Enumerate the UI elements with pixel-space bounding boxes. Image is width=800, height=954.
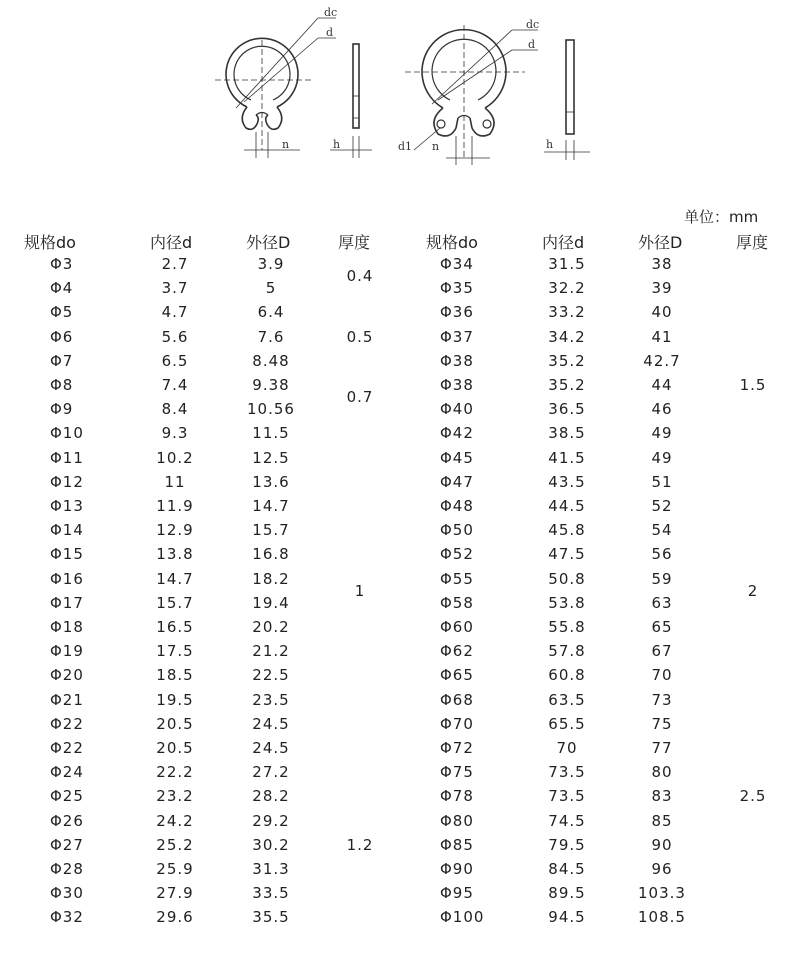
- inner-diameter-cell: 36.5: [548, 400, 586, 419]
- inner-diameter-cell: 7.4: [161, 376, 189, 394]
- inner-diameter-cell: 16.5: [156, 618, 194, 636]
- outer-diameter-cell: 5: [265, 279, 277, 298]
- spec-cell: Φ16: [50, 569, 84, 588]
- inner-diameter-cell: 25.9: [156, 860, 194, 878]
- inner-diameter-cell: 34.2: [548, 327, 586, 346]
- outer-diameter-cell: 15.7: [252, 521, 290, 540]
- spec-cell: Φ70: [440, 714, 474, 733]
- label-h-right: h: [546, 138, 554, 151]
- outer-diameter-cell: 7.6: [257, 327, 285, 346]
- spec-cell: Φ18: [50, 618, 84, 636]
- inner-diameter-cell: 73.5: [548, 787, 586, 806]
- header-spec-left: 规格do: [24, 233, 76, 252]
- outer-diameter-cell: 90: [651, 835, 673, 854]
- spec-cell: Φ27: [50, 835, 84, 854]
- inner-diameter-cell: 53.8: [548, 593, 586, 612]
- spec-cell: Φ50: [440, 521, 474, 540]
- outer-diameter-cell: 24.5: [252, 714, 290, 733]
- spec-cell: Φ95: [440, 884, 474, 903]
- inner-diameter-cell: 17.5: [156, 642, 194, 661]
- outer-diameter-cell: 39: [651, 279, 673, 298]
- outer-diameter-cell: 63: [651, 593, 673, 612]
- spec-cell: Φ55: [440, 569, 474, 588]
- outer-diameter-cell: 44: [651, 376, 673, 394]
- inner-diameter-cell: 12.9: [156, 521, 194, 540]
- spec-cell: Φ22: [50, 739, 84, 757]
- inner-diameter-cell: 14.7: [156, 569, 194, 588]
- inner-diameter-cell: 38.5: [548, 424, 586, 443]
- spec-cell: Φ21: [50, 690, 84, 709]
- header-thickness-right: 厚度: [736, 233, 769, 252]
- outer-diameter-cell: 108.5: [638, 908, 686, 927]
- thickness-cell: 1.5: [739, 376, 767, 394]
- spec-cell: Φ5: [50, 303, 74, 322]
- outer-diameter-cell: 46: [651, 400, 673, 419]
- inner-diameter-cell: 11: [164, 472, 186, 491]
- spec-cell: Φ58: [440, 593, 474, 612]
- outer-diameter-cell: 59: [651, 569, 673, 588]
- inner-diameter-cell: 15.7: [156, 593, 194, 612]
- outer-diameter-cell: 77: [651, 739, 673, 757]
- thickness-cell: 0.4: [346, 267, 374, 286]
- inner-diameter-cell: 9.3: [161, 424, 189, 443]
- outer-diameter-cell: 18.2: [252, 569, 290, 588]
- header-outer-right: 外径D: [638, 233, 683, 252]
- spec-cell: Φ75: [440, 763, 474, 782]
- inner-diameter-cell: 18.5: [156, 666, 194, 685]
- thickness-cell: 0.5: [346, 327, 374, 346]
- spec-cell: Φ9: [50, 400, 74, 419]
- inner-diameter-cell: 41.5: [548, 448, 586, 467]
- spec-cell: Φ48: [440, 497, 474, 515]
- inner-diameter-cell: 20.5: [156, 714, 194, 733]
- outer-diameter-cell: 22.5: [252, 666, 290, 685]
- spec-cell: Φ78: [440, 787, 474, 806]
- spec-cell: Φ17: [50, 593, 84, 612]
- outer-diameter-cell: 38: [651, 255, 673, 273]
- thickness-cell: 1: [354, 581, 366, 600]
- outer-diameter-cell: 33.5: [252, 884, 290, 903]
- outer-diameter-cell: 28.2: [252, 787, 290, 806]
- outer-diameter-cell: 83: [651, 787, 673, 806]
- inner-diameter-cell: 60.8: [548, 666, 586, 685]
- label-h: h: [333, 138, 341, 151]
- spec-cell: Φ85: [440, 835, 474, 854]
- inner-diameter-cell: 33.2: [548, 303, 586, 322]
- spec-cell: Φ25: [50, 787, 84, 806]
- outer-diameter-cell: 20.2: [252, 618, 290, 636]
- inner-diameter-cell: 25.2: [156, 835, 194, 854]
- spec-cell: Φ62: [440, 642, 474, 661]
- outer-diameter-cell: 12.5: [252, 448, 290, 467]
- outer-diameter-cell: 54: [651, 521, 673, 540]
- thickness-cell: 2.5: [739, 787, 767, 806]
- inner-diameter-cell: 10.2: [156, 448, 194, 467]
- spec-cell: Φ20: [50, 666, 84, 685]
- inner-diameter-cell: 13.8: [156, 545, 194, 564]
- outer-diameter-cell: 73: [651, 690, 673, 709]
- outer-diameter-cell: 80: [651, 763, 673, 782]
- outer-diameter-cell: 52: [651, 497, 673, 515]
- inner-diameter-cell: 89.5: [548, 884, 586, 903]
- spec-cell: Φ14: [50, 521, 84, 540]
- label-d-right: d: [528, 38, 536, 51]
- outer-diameter-cell: 40: [651, 303, 673, 322]
- spec-cell: Φ24: [50, 763, 84, 782]
- inner-diameter-cell: 44.5: [548, 497, 586, 515]
- label-d: d: [326, 26, 334, 39]
- spec-cell: Φ37: [440, 327, 474, 346]
- outer-diameter-cell: 42.7: [643, 351, 681, 370]
- outer-diameter-cell: 29.2: [252, 811, 290, 830]
- spec-cell: Φ3: [50, 255, 74, 273]
- thickness-cell: 1.2: [346, 835, 374, 854]
- thickness-cell: 0.7: [346, 388, 374, 407]
- outer-diameter-cell: 30.2: [252, 835, 290, 854]
- spec-cell: Φ13: [50, 497, 84, 515]
- spec-cell: Φ90: [440, 860, 474, 878]
- outer-diameter-cell: 14.7: [252, 497, 290, 515]
- spec-cell: Φ15: [50, 545, 84, 564]
- inner-diameter-cell: 45.8: [548, 521, 586, 540]
- outer-diameter-cell: 96: [651, 860, 673, 878]
- label-dc-right: dc: [526, 18, 540, 31]
- thickness-cell: 2: [747, 581, 759, 600]
- label-dc: dc: [324, 6, 338, 19]
- header-inner-left: 内径d: [150, 233, 193, 252]
- label-d1: d1: [398, 140, 413, 153]
- spec-cell: Φ12: [50, 472, 84, 491]
- spec-cell: Φ47: [440, 472, 474, 491]
- outer-diameter-cell: 16.8: [252, 545, 290, 564]
- label-n: n: [282, 138, 290, 151]
- spec-cell: Φ4: [50, 279, 74, 298]
- outer-diameter-cell: 31.3: [252, 860, 290, 878]
- outer-diameter-cell: 51: [651, 472, 673, 491]
- inner-diameter-cell: 79.5: [548, 835, 586, 854]
- inner-diameter-cell: 74.5: [548, 811, 586, 830]
- inner-diameter-cell: 22.2: [156, 763, 194, 782]
- outer-diameter-cell: 10.56: [247, 400, 295, 419]
- spec-cell: Φ28: [50, 860, 84, 878]
- inner-diameter-cell: 19.5: [156, 690, 194, 709]
- outer-diameter-cell: 65: [651, 618, 673, 636]
- spec-cell: Φ22: [50, 714, 84, 733]
- outer-diameter-cell: 103.3: [638, 884, 686, 903]
- spec-cell: Φ34: [440, 255, 474, 273]
- inner-diameter-cell: 23.2: [156, 787, 194, 806]
- outer-diameter-cell: 56: [651, 545, 673, 564]
- spec-cell: Φ52: [440, 545, 474, 564]
- inner-diameter-cell: 5.6: [161, 327, 189, 346]
- retaining-ring-diagram: [0, 0, 800, 200]
- spec-cell: Φ40: [440, 400, 474, 419]
- inner-diameter-cell: 55.8: [548, 618, 586, 636]
- inner-diameter-cell: 8.4: [161, 400, 189, 419]
- outer-diameter-cell: 9.38: [252, 376, 290, 394]
- spec-cell: Φ7: [50, 351, 74, 370]
- inner-diameter-cell: 63.5: [548, 690, 586, 709]
- spec-cell: Φ65: [440, 666, 474, 685]
- outer-diameter-cell: 35.5: [252, 908, 290, 927]
- unit-label: 单位：mm: [684, 208, 759, 226]
- inner-diameter-cell: 6.5: [161, 351, 189, 370]
- spec-cell: Φ10: [50, 424, 84, 443]
- header-outer-left: 外径D: [246, 233, 291, 252]
- inner-diameter-cell: 32.2: [548, 279, 586, 298]
- outer-diameter-cell: 23.5: [252, 690, 290, 709]
- spec-cell: Φ42: [440, 424, 474, 443]
- inner-diameter-cell: 50.8: [548, 569, 586, 588]
- spec-cell: Φ80: [440, 811, 474, 830]
- spec-cell: Φ100: [440, 908, 485, 927]
- outer-diameter-cell: 8.48: [252, 351, 290, 370]
- inner-diameter-cell: 57.8: [548, 642, 586, 661]
- outer-diameter-cell: 27.2: [252, 763, 290, 782]
- inner-diameter-cell: 94.5: [548, 908, 586, 927]
- outer-diameter-cell: 13.6: [252, 472, 290, 491]
- spec-cell: Φ60: [440, 618, 474, 636]
- outer-diameter-cell: 70: [651, 666, 673, 685]
- spec-cell: Φ19: [50, 642, 84, 661]
- outer-diameter-cell: 67: [651, 642, 673, 661]
- inner-diameter-cell: 35.2: [548, 351, 586, 370]
- outer-diameter-cell: 11.5: [252, 424, 290, 443]
- outer-diameter-cell: 19.4: [252, 593, 290, 612]
- inner-diameter-cell: 2.7: [161, 255, 189, 273]
- spec-cell: Φ68: [440, 690, 474, 709]
- outer-diameter-cell: 49: [651, 448, 673, 467]
- outer-diameter-cell: 6.4: [257, 303, 285, 322]
- outer-diameter-cell: 21.2: [252, 642, 290, 661]
- header-spec-right: 规格do: [426, 233, 478, 252]
- spec-cell: Φ30: [50, 884, 84, 903]
- inner-diameter-cell: 11.9: [156, 497, 194, 515]
- spec-cell: Φ35: [440, 279, 474, 298]
- spec-cell: Φ26: [50, 811, 84, 830]
- spec-cell: Φ38: [440, 376, 474, 394]
- spec-cell: Φ6: [50, 327, 74, 346]
- inner-diameter-cell: 31.5: [548, 255, 586, 273]
- inner-diameter-cell: 47.5: [548, 545, 586, 564]
- inner-diameter-cell: 27.9: [156, 884, 194, 903]
- spec-cell: Φ45: [440, 448, 474, 467]
- inner-diameter-cell: 20.5: [156, 739, 194, 757]
- spec-cell: Φ38: [440, 351, 474, 370]
- label-n-right: n: [432, 140, 440, 153]
- inner-diameter-cell: 70: [556, 739, 578, 757]
- outer-diameter-cell: 75: [651, 714, 673, 733]
- inner-diameter-cell: 35.2: [548, 376, 586, 394]
- header-thickness-left: 厚度: [338, 233, 371, 252]
- spec-cell: Φ36: [440, 303, 474, 322]
- spec-cell: Φ32: [50, 908, 84, 927]
- header-inner-right: 内径d: [542, 233, 585, 252]
- inner-diameter-cell: 29.6: [156, 908, 194, 927]
- inner-diameter-cell: 24.2: [156, 811, 194, 830]
- outer-diameter-cell: 85: [651, 811, 673, 830]
- outer-diameter-cell: 3.9: [257, 255, 285, 273]
- outer-diameter-cell: 24.5: [252, 739, 290, 757]
- inner-diameter-cell: 4.7: [161, 303, 189, 322]
- spec-cell: Φ72: [440, 739, 474, 757]
- outer-diameter-cell: 41: [651, 327, 673, 346]
- inner-diameter-cell: 73.5: [548, 763, 586, 782]
- inner-diameter-cell: 65.5: [548, 714, 586, 733]
- inner-diameter-cell: 84.5: [548, 860, 586, 878]
- inner-diameter-cell: 3.7: [161, 279, 189, 298]
- spec-cell: Φ11: [50, 448, 84, 467]
- spec-cell: Φ8: [50, 376, 74, 394]
- outer-diameter-cell: 49: [651, 424, 673, 443]
- inner-diameter-cell: 43.5: [548, 472, 586, 491]
